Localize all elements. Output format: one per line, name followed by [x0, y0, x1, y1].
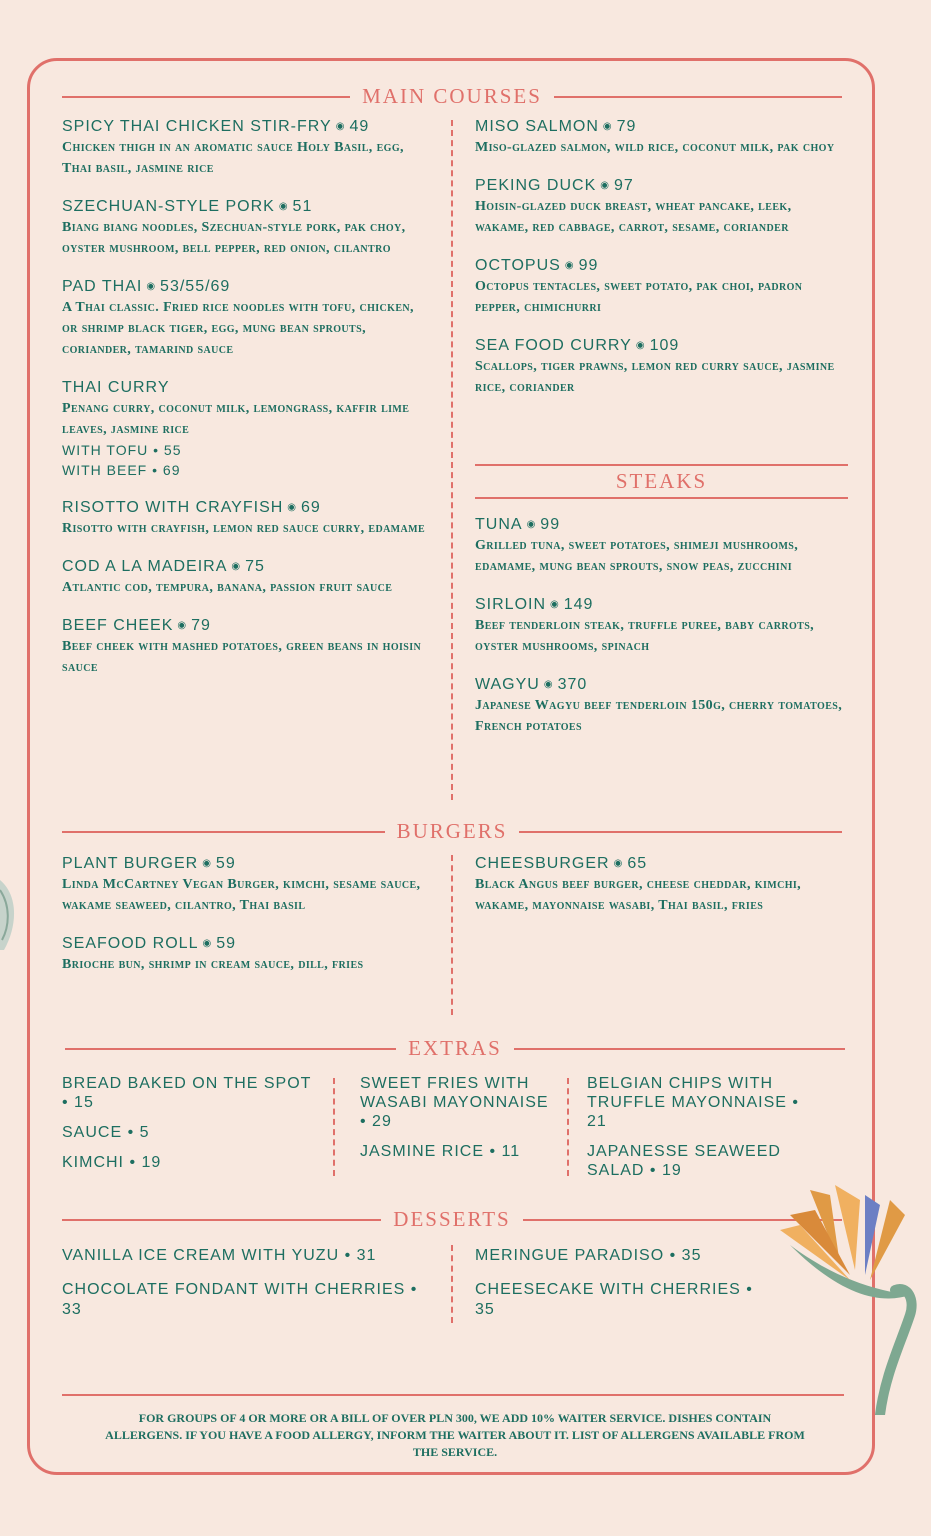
dish-title: SPICY THAI CHICKEN STIR-FRY [62, 118, 332, 135]
main-courses-right [475, 116, 845, 415]
dish-item [475, 853, 845, 916]
price-dot-icon: ◉ [526, 519, 537, 530]
extras-header [65, 1036, 845, 1061]
dish-title: PAD THAI [62, 278, 143, 295]
dish-item [475, 514, 845, 577]
leaf-icon [0, 880, 18, 950]
dish-title: WAGYU [475, 676, 540, 693]
dish-item [62, 853, 432, 916]
dish-description: Black Angus beef burger, cheese cheddar, kimchi, wakame, mayonnaise wasabi, Thai basil, fries [475, 877, 802, 913]
price-dot-icon: ◉ [335, 121, 346, 132]
dish-title: CHEESBURGER [475, 855, 610, 872]
dish-description: Grilled tuna, sweet potatoes, shimeji mushrooms, edamame, mung bean sprouts, snow peas, zucchini [475, 538, 799, 574]
footer-rule [62, 1394, 844, 1396]
extra-item: JAPANESSE SEAWEED SALAD • 19 [587, 1143, 781, 1179]
dessert-item: CHOCOLATE FONDANT WITH CHERRIES • 33 [62, 1281, 418, 1318]
dish-name [62, 497, 432, 518]
desserts-divider [451, 1245, 453, 1323]
dish-price: 69 [301, 499, 321, 516]
dessert-item: MERINGUE PARADISO • 35 [475, 1247, 702, 1264]
dish-name [475, 594, 845, 615]
dish-name [475, 514, 845, 535]
extras-col-2 [360, 1074, 550, 1172]
dish-price: 75 [245, 558, 265, 575]
dish-title: PLANT BURGER [62, 855, 199, 872]
price-dot-icon: ◉ [635, 340, 646, 351]
price-dot-icon: ◉ [231, 561, 242, 572]
dish-price: 370 [557, 676, 588, 693]
dish-name [475, 116, 845, 137]
dish-title: SZECHUAN-STYLE PORK [62, 198, 275, 215]
dish-title: SEA FOOD CURRY [475, 337, 632, 354]
dish-price: 59 [216, 935, 237, 952]
dish-item [475, 116, 845, 158]
extras-divider-2 [567, 1078, 569, 1176]
dish-price: 59 [215, 855, 236, 872]
section-title-burgers: BURGERS [396, 819, 508, 843]
dish-price: 79 [191, 617, 211, 634]
dish-price: 51 [292, 198, 313, 215]
dish-description: Chicken thigh in an aromatic sauce Holy Basil, egg, Thai basil, jasmine rice [62, 140, 404, 176]
section-title-extras: EXTRAS [408, 1036, 502, 1060]
price-dot-icon: ◉ [564, 260, 575, 271]
dish-description: Hoisin-glazed duck breast, wheat pancake, leek, wakame, red cabbage, carrot, sesame, coriander [475, 199, 792, 235]
dish-description: Beef tenderloin steak, truffle puree, baby carrots, oyster mushrooms, spinach [475, 618, 815, 654]
section-title-main: MAIN COURSES [362, 84, 542, 108]
dish-item [62, 615, 432, 678]
price-dot-icon: ◉ [146, 281, 157, 292]
dish-title: COD A LA MADEIRA [62, 558, 228, 575]
dish-name [62, 556, 432, 577]
price-dot-icon: ◉ [177, 620, 188, 631]
dish-item [62, 276, 432, 360]
main-divider [451, 120, 453, 800]
dish-price: 99 [578, 257, 599, 274]
section-title-desserts: DESSERTS [393, 1207, 511, 1231]
desserts-right [475, 1246, 775, 1334]
dish-description: A Thai classic. Fried rice noodles with tofu, chicken, or shrimp black tiger, egg, mung bean sprouts, coriander, tamarind sauce [62, 300, 414, 357]
dish-description: Brioche bun, shrimp in cream sauce, dill, fries [62, 957, 364, 972]
extras-col-1 [62, 1074, 312, 1183]
dish-title: BEEF CHEEK [62, 617, 174, 634]
dish-item [475, 335, 845, 398]
dish-title: SIRLOIN [475, 596, 547, 613]
dish-description: Atlantic cod, tempura, banana, passion fruit sauce [62, 580, 393, 595]
dish-name [62, 276, 432, 297]
dish-name [62, 377, 432, 398]
price-dot-icon: ◉ [202, 858, 212, 869]
dish-price: 65 [627, 855, 648, 872]
burgers-divider [451, 855, 453, 1015]
dish-item [475, 255, 845, 318]
dish-price: 109 [649, 337, 680, 354]
dish-item [62, 196, 432, 259]
dish-price: 53/55/69 [160, 278, 231, 295]
main-courses-left [62, 116, 432, 695]
extra-item: SAUCE • 5 [62, 1124, 150, 1141]
burgers-header [62, 819, 842, 844]
section-title-steaks: STEAKS [615, 469, 708, 493]
dish-name [475, 853, 845, 874]
dish-description: Miso-glazed salmon, wild rice, coconut milk, pak choy [475, 140, 835, 155]
price-dot-icon: ◉ [550, 599, 560, 610]
dish-name [475, 674, 845, 695]
dish-title: PEKING DUCK [475, 177, 597, 194]
footer-note: FOR GROUPS OF 4 OR MORE OR A BILL OF OVER PLN 300, WE ADD 10% WAITER SERVICE. DISHES CONTAIN ALLERGENS. IF YOU HAVE A FOOD ALLERGY, INFORM THE WAITER ABOUT IT. LIST OF ALLERGENS AVAILABLE FROM THE SERVICE. [105, 1411, 805, 1459]
dish-name [475, 175, 845, 196]
main-courses-header [62, 84, 842, 109]
steaks-rule-bottom [475, 497, 848, 499]
dish-name [62, 615, 432, 636]
dish-title: SEAFOOD ROLL [62, 935, 199, 952]
steaks-rule-top [475, 464, 848, 466]
price-dot-icon: ◉ [600, 180, 610, 191]
dish-price: 79 [616, 118, 637, 135]
price-dot-icon: ◉ [613, 858, 624, 869]
dessert-item: VANILLA ICE CREAM WITH YUZU • 31 [62, 1247, 377, 1264]
price-dot-icon: ◉ [287, 502, 298, 513]
dish-title: THAI CURRY [62, 379, 170, 396]
dish-description: Japanese Wagyu beef tenderloin 150g, cherry tomatoes, French potatoes [475, 698, 843, 734]
dish-price: 97 [613, 177, 634, 194]
dish-description: Scallops, tiger prawns, lemon red curry sauce, jasmine rice, coriander [475, 359, 835, 395]
price-dot-icon: ◉ [202, 938, 213, 949]
dish-item [62, 497, 432, 539]
dish-price: 49 [349, 118, 370, 135]
extra-item: BREAD BAKED ON THE SPOT • 15 [62, 1075, 312, 1111]
extra-item: BELGIAN CHIPS WITH TRUFFLE MAYONNAISE • 21 [587, 1075, 799, 1130]
dish-title: RISOTTO WITH CRAYFISH [62, 499, 284, 516]
extras-divider-1 [333, 1078, 335, 1176]
dish-name [62, 933, 432, 954]
dish-name [475, 335, 845, 356]
dish-option: WITH BEEF • 69 [62, 462, 181, 478]
dish-description: Beef cheek with mashed potatoes, green beans in hoisin sauce [62, 639, 422, 675]
dish-name [475, 255, 845, 276]
dish-item [475, 175, 845, 238]
dish-description: Risotto with crayfish, lemon red sauce curry, edamame [62, 521, 426, 536]
dish-item [62, 933, 432, 975]
burgers-left [62, 853, 432, 992]
dish-price: 149 [563, 596, 594, 613]
desserts-header [62, 1207, 842, 1232]
dish-description: Octopus tentacles, sweet potato, pak choi, padron pepper, chimichurri [475, 279, 803, 315]
dish-title: TUNA [475, 516, 523, 533]
price-dot-icon: ◉ [543, 679, 554, 690]
dish-title: MISO SALMON [475, 118, 599, 135]
bird-of-paradise-icon [770, 1185, 930, 1415]
burgers-right [475, 853, 845, 933]
extra-item: JASMINE RICE • 11 [360, 1143, 521, 1160]
dessert-item: CHEESECAKE WITH CHERRIES • 35 [475, 1281, 753, 1318]
desserts-left [62, 1246, 442, 1334]
price-dot-icon: ◉ [602, 121, 613, 132]
dish-description: Linda McCartney Vegan Burger, kimchi, sesame sauce, wakame seaweed, cilantro, Thai basil [62, 877, 421, 913]
dish-item [475, 674, 845, 737]
dish-description: Biang biang noodles, Szechuan-style pork, pak choy, oyster mushroom, bell pepper, red onion, cilantro [62, 220, 406, 256]
extra-item: SWEET FRIES WITH WASABI MAYONNAISE • 29 [360, 1075, 549, 1130]
dish-item [475, 594, 845, 657]
extras-col-3 [587, 1074, 807, 1191]
steaks-list [475, 514, 845, 754]
dish-option: WITH TOFU • 55 [62, 442, 182, 458]
dish-price: 99 [540, 516, 561, 533]
dish-item [62, 377, 432, 480]
price-dot-icon: ◉ [278, 201, 289, 212]
dish-title: OCTOPUS [475, 257, 561, 274]
dish-name [62, 196, 432, 217]
dish-description: Penang curry, coconut milk, lemongrass, kaffir lime leaves, jasmine rice [62, 401, 410, 437]
dish-name [62, 116, 432, 137]
dish-name [62, 853, 432, 874]
dish-item [62, 556, 432, 598]
dish-item [62, 116, 432, 179]
extra-item: KIMCHI • 19 [62, 1154, 162, 1171]
